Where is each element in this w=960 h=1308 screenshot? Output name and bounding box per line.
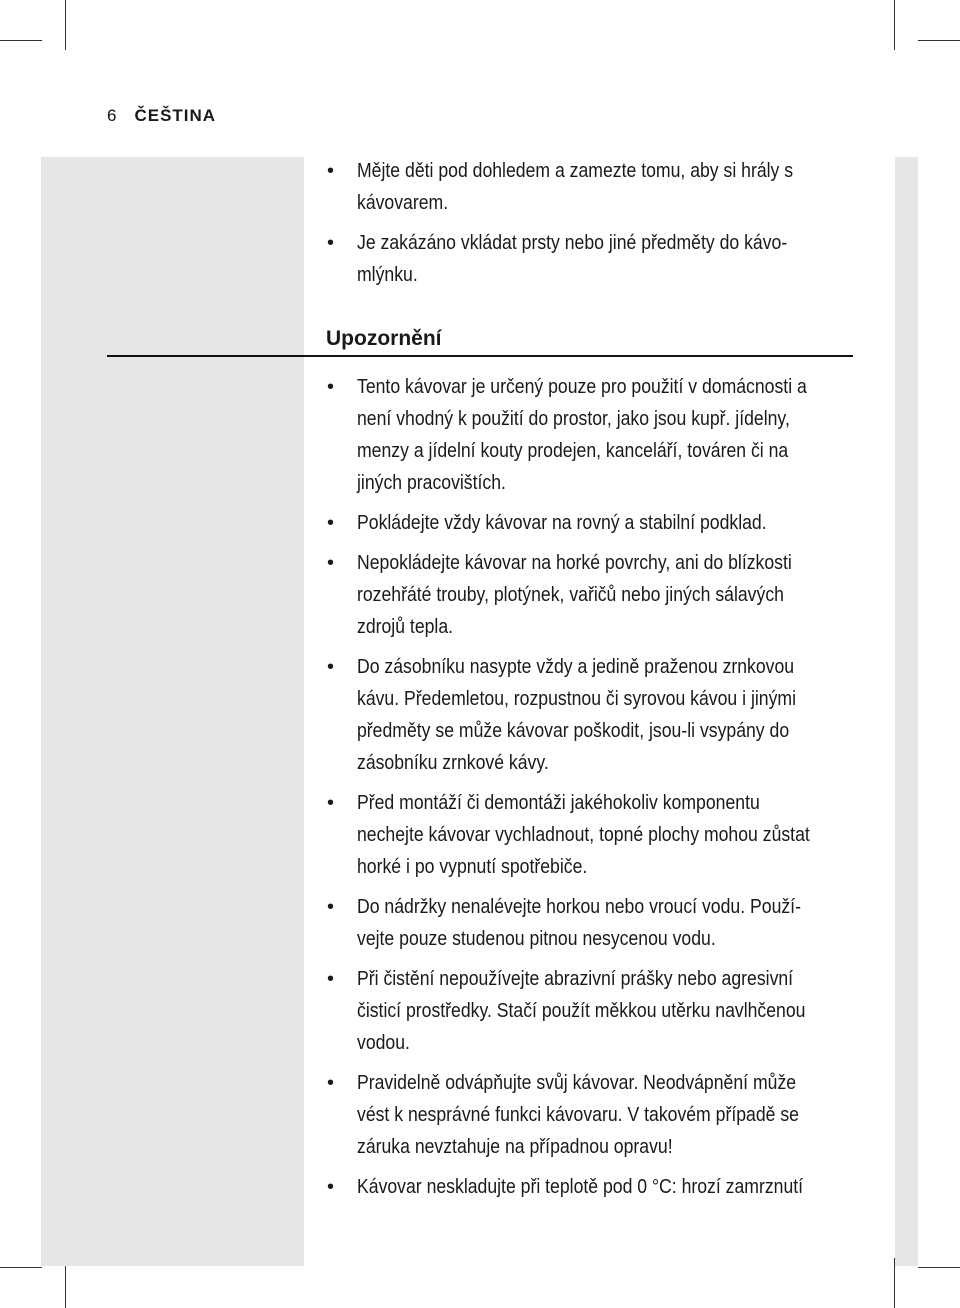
bullet-icon: • [327, 376, 335, 398]
list-item-text: Při čistění nepoužívejte abrazivní prášky nebo agresivní čisticí prostředky. Stačí použít měkkou utěrku navlhčenou vodou. [357, 967, 806, 1054]
crop-mark [0, 1267, 42, 1268]
list-item [327, 371, 853, 499]
crop-mark [65, 0, 66, 50]
section-divider [107, 355, 853, 357]
page-number: 6 [107, 106, 117, 125]
list-item [327, 507, 853, 539]
list-item [327, 155, 853, 219]
list-item [327, 891, 853, 955]
list-item-text: Pokládejte vždy kávovar na rovný a stabilní podklad. [357, 511, 767, 534]
page-content [107, 155, 853, 1211]
bullet-icon: • [327, 656, 335, 678]
language-label: ČEŠTINA [134, 106, 217, 125]
list-item-text: Mějte děti pod dohledem a zamezte tomu, aby si hrály s kávovarem. [357, 159, 794, 214]
list-item-text: Nepokládejte kávovar na horké povrchy, ani do blízkosti rozehřáté trouby, plotýnek, vařičů nebo jiných sálavých zdrojů tepla. [357, 551, 792, 638]
list-item [327, 227, 853, 291]
list-item-text: Tento kávovar je určený pouze pro použití v domácnosti a není vhodný k použití do prostor, jako jsou kupř. jídelny, menzy a jídelní kouty prodejen, kanceláří, továren či na jiných pracovištích. [357, 375, 807, 494]
bullet-icon: • [327, 232, 335, 254]
crop-mark [894, 0, 895, 50]
section-heading [107, 325, 853, 357]
list-item [327, 1171, 853, 1203]
bullet-icon: • [327, 896, 335, 918]
list-item-text: Do zásobníku nasypte vždy a jedině praženou zrnkovou kávu. Předemletou, rozpustnou či syrovou kávou i jinými předměty se může kávovar poškodit, jsou-li vsypány do zásobníku zrnkové kávy. [357, 655, 797, 774]
bullet-icon: • [327, 512, 335, 534]
crop-mark [918, 40, 960, 41]
list-item [327, 1067, 853, 1163]
page-header [107, 104, 216, 128]
bullet-icon: • [327, 968, 335, 990]
bullet-icon: • [327, 160, 335, 182]
list-item-text: Kávovar neskladujte při teplotě pod 0 °C: hrozí zamrznutí [357, 1175, 804, 1198]
list-item-text: Před montáží či demontáži jakéhokoliv komponentu nechejte kávovar vychladnout, topné plochy mohou zůstat horké i po vypnutí spotřebiče. [357, 791, 810, 878]
list-item-text: Pravidelně odvápňujte svůj kávovar. Neodvápnění může vést k nesprávné funkci kávovaru. V takovém případě se záruka nevztahuje na případnou opravu! [357, 1071, 799, 1158]
list-item [327, 547, 853, 643]
list-item-text: Je zakázáno vkládat prsty nebo jiné předměty do kávo- mlýnku. [357, 231, 788, 286]
crop-mark [0, 40, 42, 41]
bullet-list-top [107, 155, 853, 291]
bullet-icon: • [327, 1072, 335, 1094]
sidebar-right-panel [895, 157, 918, 1266]
list-item [327, 963, 853, 1059]
list-item [327, 787, 853, 883]
list-item-text: Do nádržky nenalévejte horkou nebo vroucí vodu. Použí- vejte pouze studenou pitnou nesycenou vodu. [357, 895, 801, 950]
bullet-list-main [107, 371, 853, 1203]
section-title: Upozornění [326, 327, 442, 350]
list-item [327, 651, 853, 779]
bullet-icon: • [327, 792, 335, 814]
bullet-icon: • [327, 1176, 335, 1198]
bullet-icon: • [327, 552, 335, 574]
crop-mark [918, 1267, 960, 1268]
